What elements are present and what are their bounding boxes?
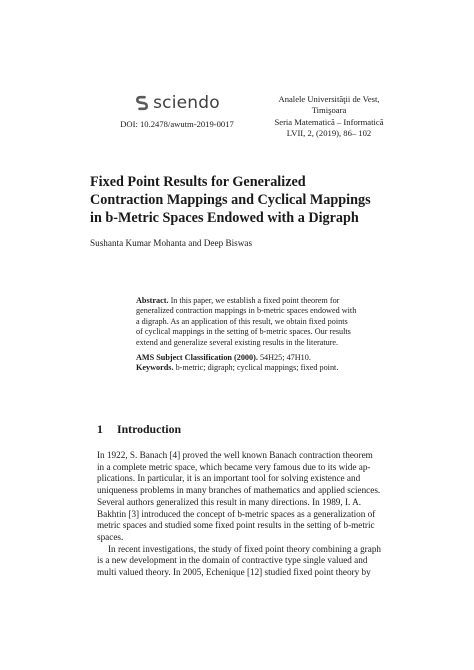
paragraph-line: multi valued theory. In 2005, Echenique [12] studied fixed point theory by [97, 567, 371, 578]
journal-line: Seria Matematică – Informatică [274, 116, 384, 127]
doi-text: DOI: 10.2478/awutm-2019-0017 [120, 119, 234, 129]
ams-classification [136, 353, 382, 363]
publisher-logo [92, 92, 262, 114]
publisher-name: sciendo [153, 93, 220, 113]
paragraph-line: metric spaces and studied some fixed point results in the setting of b-metric [97, 520, 375, 531]
abstract-line [136, 296, 382, 306]
abstract-text: In this paper, we establish a fixed point theorem for [170, 296, 340, 305]
abstract-block [136, 296, 382, 374]
abstract-line: a digraph. As an application of this result, we obtain fixed points [136, 316, 348, 326]
paper-title [90, 173, 410, 227]
keywords-label: Keywords. [136, 363, 174, 373]
paragraph-line: plications. In particular, it is an important tool for solving existence and [97, 473, 361, 484]
journal-info [270, 94, 388, 140]
journal-line: Timişoara [311, 105, 347, 116]
abstract-line: of cyclical mappings in the setting of b-metric spaces. Our results [136, 327, 351, 337]
paragraph-line: uniqueness problems in many branches of mathematics and applied sciences. [97, 485, 381, 496]
abstract-label: Abstract. [136, 296, 169, 305]
title-line: in b-Metric Spaces Endowed with a Digraph [90, 210, 359, 226]
abstract-line: extend and generalize several existing results in the literature. [136, 337, 339, 347]
paper-authors: Sushanta Kumar Mohanta and Deep Biswas [90, 238, 253, 248]
section-title: Introduction [117, 422, 182, 436]
paragraph-line: is a new development in the domain of contractive type single valued and [97, 555, 368, 566]
paragraph-line: In recent investigations, the study of fixed point theory combining a graph [108, 543, 382, 554]
paragraph-line: Bakhtin [3] introduced the concept of b-metric spaces as a generalization of [97, 508, 376, 519]
keywords [136, 363, 382, 373]
paragraph-line: In 1922, S. Banach [4] proved the well known Banach contraction theorem [97, 450, 373, 460]
title-line: Contraction Mappings and Cyclical Mappings [90, 192, 371, 208]
publisher-block [92, 92, 262, 129]
body-text [97, 450, 387, 579]
journal-line: LVII, 2, (2019), 86– 102 [286, 128, 372, 139]
paragraph-line: spaces. [97, 531, 124, 542]
paragraph-line: in a complete metric space, which became very famous due to its wide ap- [97, 461, 371, 472]
keywords-value: b-metric; digraph; cyclical mappings; fixed point. [175, 363, 339, 373]
ams-value: 54H25; 47H10. [259, 353, 311, 363]
title-line: Fixed Point Results for Generalized [90, 174, 306, 190]
ams-label: AMS Subject Classification (2000). [136, 353, 258, 363]
journal-line: Analele Universităţii de Vest, [278, 94, 380, 104]
section-heading [97, 422, 181, 437]
section-number: 1 [97, 422, 103, 436]
classification-block [136, 353, 382, 374]
abstract-line: generalized contraction mappings in b-metric spaces endowed with [136, 306, 357, 316]
sciendo-logo-icon [134, 95, 150, 111]
paper-header [0, 92, 474, 152]
paragraph-line: Several authors generalized this result in many directions. In 1989, I. A. [97, 496, 362, 507]
